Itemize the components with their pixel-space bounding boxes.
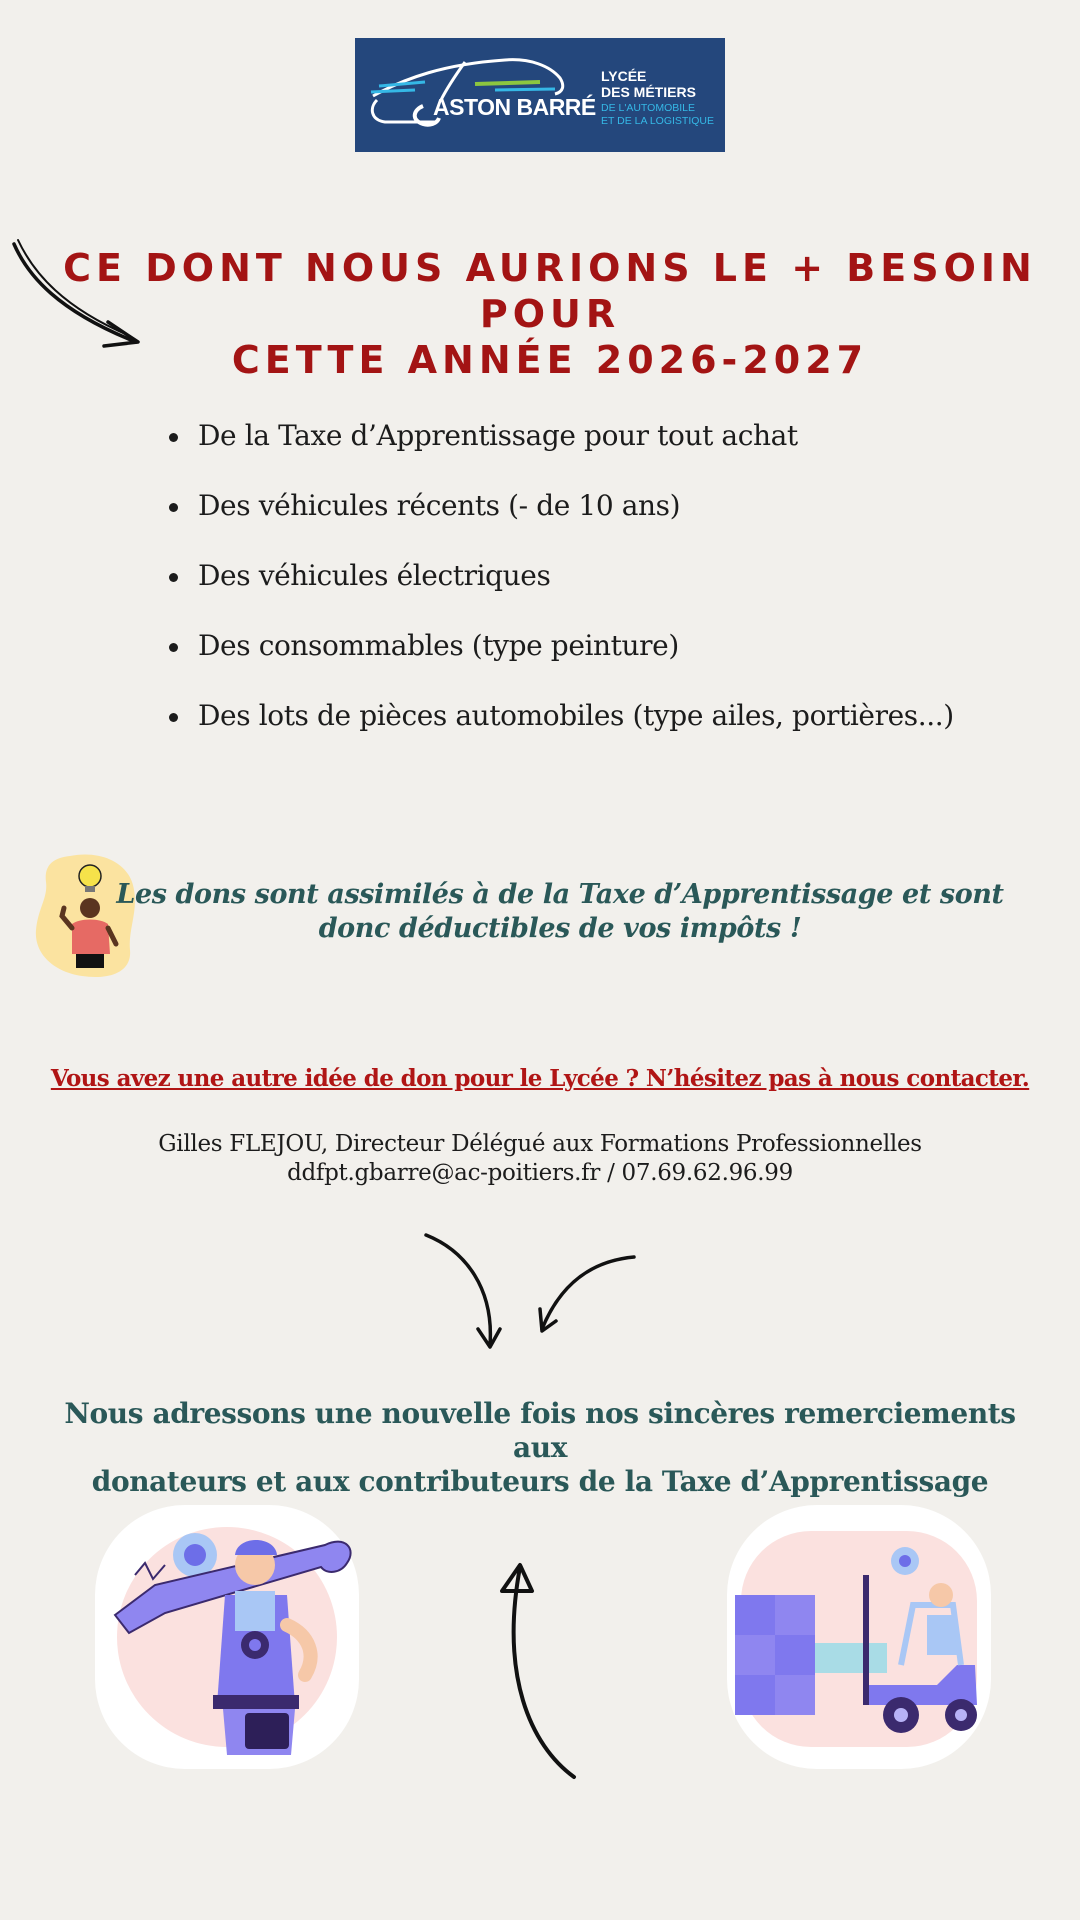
forklift-illustration (727, 1505, 991, 1769)
page-headline (40, 245, 1060, 383)
school-logo (355, 38, 725, 152)
donation-note (110, 878, 1010, 946)
contact-name: Gilles FLEJOU, Directeur Délégué aux Formations Professionnelles (158, 1131, 922, 1157)
donation-note-line-2: donc déductibles de vos impôts ! (318, 913, 802, 944)
logo-line-2: DES MÉTIERS (601, 84, 696, 100)
thanks-line-2: donateurs et aux contributeurs de la Taxe d’Apprentissage (91, 1465, 989, 1498)
mechanic-illustration (95, 1505, 359, 1769)
logo-line-3: DE L'AUTOMOBILE (601, 102, 696, 114)
list-item: Des véhicules électriques (165, 558, 1045, 628)
logo-name: ASTON BARRÉ (433, 94, 596, 120)
logo-line-4: ET DE LA LOGISTIQUE (601, 115, 715, 127)
list-item: De la Taxe d’Apprentissage pour tout achat (165, 418, 1045, 488)
converging-arrows-icon (410, 1225, 650, 1355)
list-item: Des consommables (type peinture) (165, 628, 1045, 698)
list-item: Des lots de pièces automobiles (type ailes, portières...) (165, 698, 1045, 768)
contact-info (90, 1130, 990, 1188)
headline-line-1: CE DONT NOUS AURIONS LE + BESOIN POUR (63, 246, 1037, 336)
upward-arrow-icon (490, 1555, 580, 1785)
thanks-message (40, 1397, 1040, 1499)
needs-list (165, 418, 1045, 768)
contact-details: ddfpt.gbarre@ac-poitiers.fr / 07.69.62.96.99 (287, 1160, 793, 1186)
list-item: Des véhicules récents (- de 10 ans) (165, 488, 1045, 558)
headline-line-2: CETTE ANNÉE 2026-2027 (231, 338, 869, 382)
contact-link[interactable]: Vous avez une autre idée de don pour le Lycée ? N’hésitez pas à nous contacter. (50, 1065, 1030, 1092)
donation-note-line-1: Les dons sont assimilés à de la Taxe d’Apprentissage et sont (116, 879, 1004, 910)
logo-line-1: LYCÉE (601, 68, 647, 84)
thanks-line-1: Nous adressons une nouvelle fois nos sincères remerciements aux (64, 1397, 1016, 1464)
